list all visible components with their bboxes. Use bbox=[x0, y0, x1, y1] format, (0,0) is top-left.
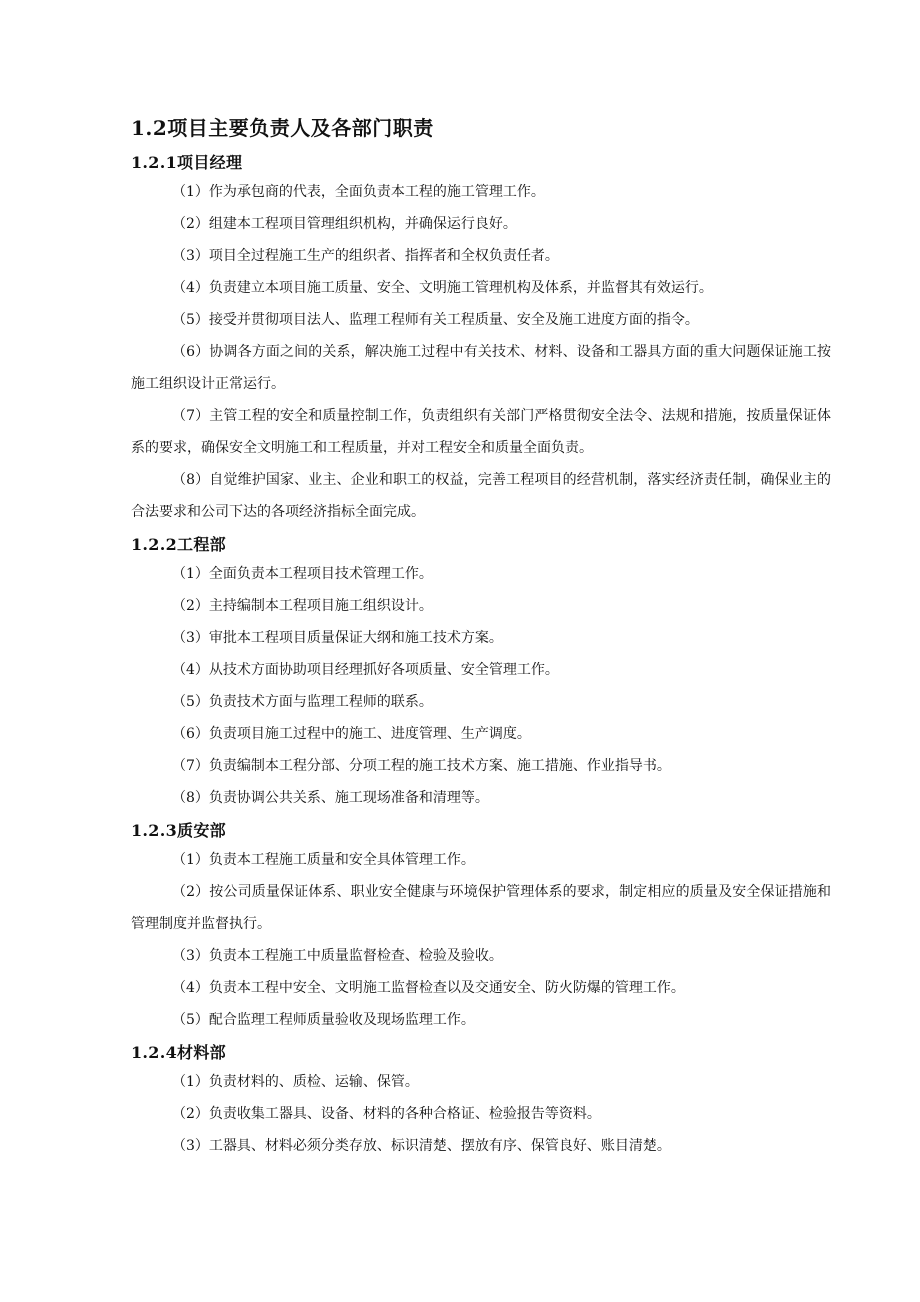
section-heading: 1.2.4材料部 bbox=[131, 1043, 226, 1062]
duty-item: （1）作为承包商的代表，全面负责本工程的施工管理工作。 bbox=[172, 184, 545, 200]
section-materials bbox=[131, 1040, 831, 1162]
duty-item: （2）主持编制本工程项目施工组织设计。 bbox=[172, 598, 433, 614]
duty-item: （7）主管工程的安全和质量控制工作，负责组织有关部门严格贯彻安全法令、法规和措施，按质量保证体系的要求，确保安全文明施工和工程质量，并对工程安全和质量全面负责。 bbox=[131, 408, 831, 456]
section-project-manager bbox=[131, 150, 831, 528]
duty-item: （2）按公司质量保证体系、职业安全健康与环境保护管理体系的要求，制定相应的质量及安全保证措施和管理制度并监督执行。 bbox=[131, 884, 831, 932]
duty-item: （1）负责本工程施工质量和安全具体管理工作。 bbox=[172, 852, 475, 868]
duty-item: （2）组建本工程项目管理组织机构，并确保运行良好。 bbox=[172, 216, 517, 232]
duty-item: （1）负责材料的、质检、运输、保管。 bbox=[172, 1074, 419, 1090]
duty-item: （6）负责项目施工过程中的施工、进度管理、生产调度。 bbox=[172, 726, 531, 742]
duty-item: （8）负责协调公共关系、施工现场准备和清理等。 bbox=[172, 790, 489, 806]
section-heading: 1.2.1项目经理 bbox=[131, 153, 243, 172]
section-heading: 1.2.3质安部 bbox=[131, 821, 226, 840]
duty-item: （8）自觉维护国家、业主、企业和职工的权益，完善工程项目的经营机制，落实经济责任制，确保业主的合法要求和公司下达的各项经济指标全面完成。 bbox=[131, 472, 831, 520]
duty-item: （3）工器具、材料必须分类存放、标识清楚、摆放有序、保管良好、账目清楚。 bbox=[172, 1138, 671, 1154]
section-heading: 1.2.2工程部 bbox=[131, 535, 226, 554]
duty-item: （4）负责本工程中安全、文明施工监督检查以及交通安全、防火防爆的管理工作。 bbox=[172, 980, 685, 996]
duty-item: （4）负责建立本项目施工质量、安全、文明施工管理机构及体系，并监督其有效运行。 bbox=[172, 280, 713, 296]
duty-item: （5）负责技术方面与监理工程师的联系。 bbox=[172, 694, 433, 710]
duty-item: （5）配合监理工程师质量验收及现场监理工作。 bbox=[172, 1012, 475, 1028]
duty-item: （3）负责本工程施工中质量监督检查、检验及验收。 bbox=[172, 948, 503, 964]
section-quality-safety bbox=[131, 818, 831, 1036]
duty-item: （5）接受并贯彻项目法人、监理工程师有关工程质量、安全及施工进度方面的指令。 bbox=[172, 312, 699, 328]
duty-item: （6）协调各方面之间的关系，解决施工过程中有关技术、材料、设备和工器具方面的重大问题保证施工按施工组织设计正常运行。 bbox=[131, 344, 831, 392]
page-title: 1.2项目主要负责人及各部门职责 bbox=[131, 116, 434, 140]
duty-item: （2）负责收集工器具、设备、材料的各种合格证、检验报告等资料。 bbox=[172, 1106, 601, 1122]
duty-item: （3）审批本工程项目质量保证大纲和施工技术方案。 bbox=[172, 630, 503, 646]
document-body bbox=[131, 114, 831, 1166]
duty-item: （1）全面负责本工程项目技术管理工作。 bbox=[172, 566, 433, 582]
section-engineering bbox=[131, 532, 831, 814]
duty-item: （4）从技术方面协助项目经理抓好各项质量、安全管理工作。 bbox=[172, 662, 559, 678]
duty-item: （7）负责编制本工程分部、分项工程的施工技术方案、施工措施、作业指导书。 bbox=[172, 758, 671, 774]
duty-item: （3）项目全过程施工生产的组织者、指挥者和全权负责任者。 bbox=[172, 248, 559, 264]
